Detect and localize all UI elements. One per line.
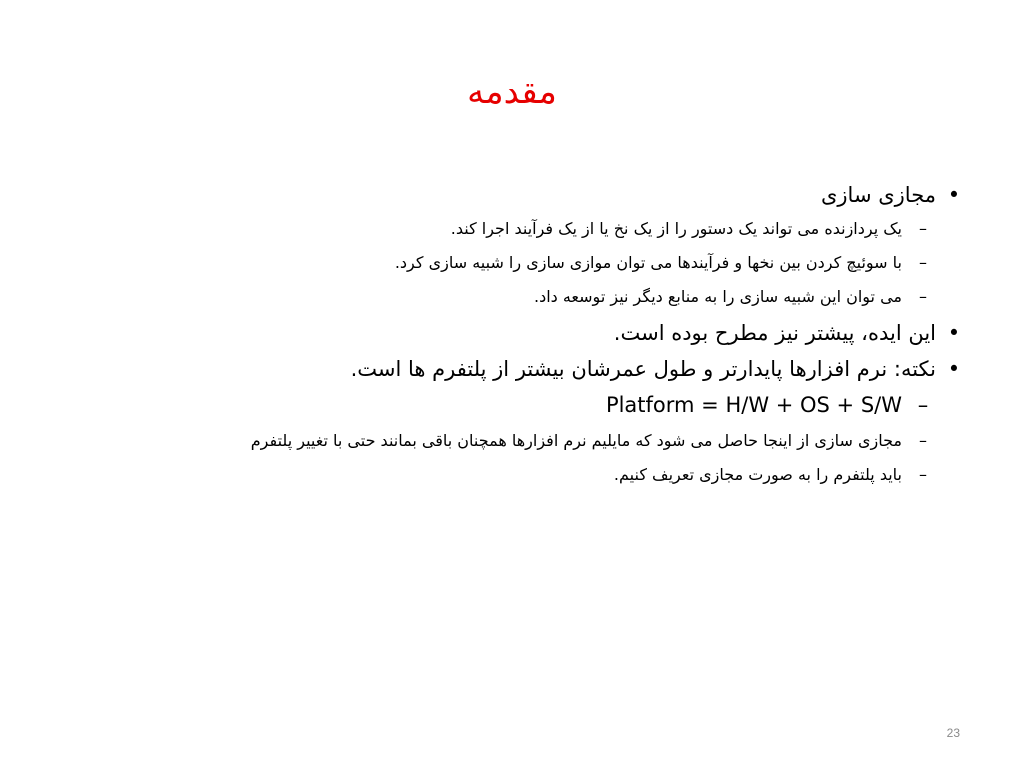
sub-bullet-item	[84, 428, 964, 454]
sub-bullet-item	[84, 390, 964, 420]
dash-marker: –	[919, 431, 927, 450]
sub-bullet-text: با سوئیچ کردن بین نخها و فرآیندها می توان موازی سازی را شبیه سازی کرد.	[394, 253, 902, 272]
sub-bullet-text: باید پلتفرم را به صورت مجازی تعریف کنیم.	[613, 465, 902, 484]
sub-bullet-text: یک پردازنده می تواند یک دستور را از یک نخ یا از یک فرآیند اجرا کند.	[450, 219, 902, 238]
bullet-text: مجازی سازی	[820, 183, 936, 207]
sub-bullet-text: مجازی سازی از اینجا حاصل می شود که مایلیم نرم افزارها همچنان باقی بمانند حتی با تغییر پلتفرم	[250, 431, 902, 450]
bullet-item	[84, 180, 964, 210]
sub-bullet-item	[84, 284, 964, 310]
bullet-marker: •	[947, 321, 961, 345]
sub-bullet-item	[84, 250, 964, 276]
bullet-item	[84, 354, 964, 384]
bullet-item	[84, 318, 964, 348]
page-number: 23	[946, 726, 960, 740]
slide-title: مقدمه	[467, 72, 557, 112]
bullet-marker: •	[947, 357, 961, 381]
sub-bullet-text: می توان این شبیه سازی را به منابع دیگر نیز توسعه داد.	[533, 287, 902, 306]
dash-marker: –	[917, 393, 929, 417]
sub-bullet-item	[84, 216, 964, 242]
bullet-text: این ایده، پیشتر نیز مطرح بوده است.	[613, 321, 936, 345]
dash-marker: –	[919, 253, 927, 272]
bullet-text: نکته: نرم افزارها پایدارتر و طول عمرشان بیشتر از پلتفرم ها است.	[350, 357, 936, 381]
dash-marker: –	[919, 287, 927, 306]
dash-marker: –	[919, 219, 927, 238]
platform-formula: Platform = H/W + OS + S/W	[605, 393, 902, 417]
sub-bullet-item	[84, 462, 964, 488]
bullet-list	[84, 180, 964, 496]
dash-marker: –	[919, 465, 927, 484]
bullet-marker: •	[947, 183, 961, 207]
